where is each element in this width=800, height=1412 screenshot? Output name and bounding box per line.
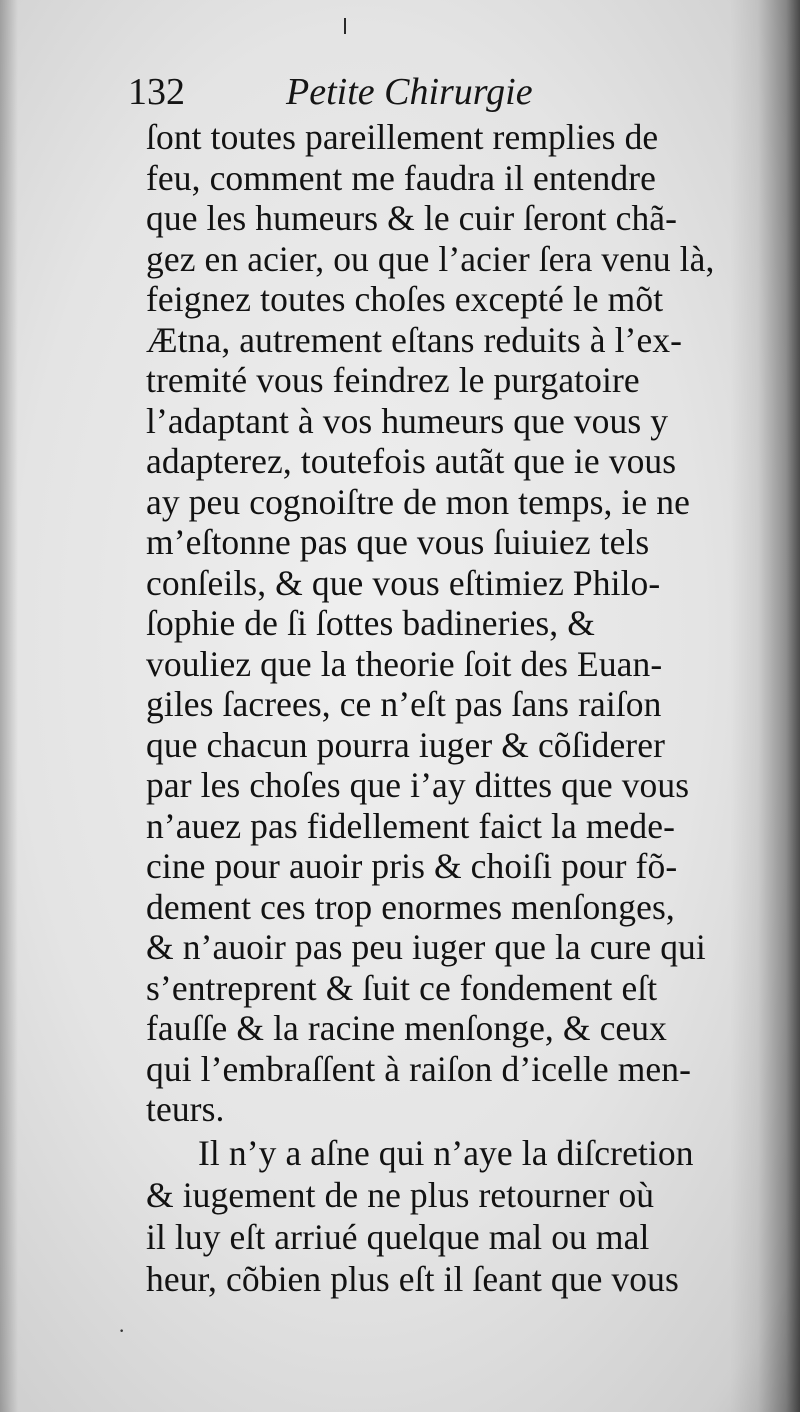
text-line: que les humeurs & le cuir ſeront chã- — [146, 198, 678, 238]
page-header — [128, 68, 728, 118]
text-line: cine pour auoir pris & choiſi pour fõ- — [146, 846, 678, 886]
text-line: ay peu cognoiſtre de mon temps, ie ne — [146, 481, 690, 522]
text-line: & iugement de ne plus retourner où — [146, 1175, 655, 1215]
margin-mark: · — [118, 1318, 126, 1343]
text-line: Ætna, autrement eſtans reduits à l’ex- — [146, 319, 683, 360]
text-line: ſont toutes pareillement remplies de — [146, 117, 659, 157]
text-line: s’entreprent & ſuit ce fondement eſt — [146, 967, 658, 1008]
text-line: ſophie de ſi ſottes badineries, & — [146, 603, 595, 643]
running-title: Petite Chirurgie — [286, 71, 533, 113]
text-line: adapterez, toutefois autãt que ie vous — [146, 441, 677, 481]
text-line: teurs. — [146, 1089, 225, 1129]
page-edge-shadow — [0, 0, 18, 1412]
text-line: m’eſtonne pas que vous ſuiuiez tels — [146, 522, 650, 562]
text-line: n’auez pas fidellement faict la mede- — [146, 805, 676, 846]
text-line: tremité vous feindrez le purgatoire — [146, 360, 640, 400]
text-line: dement ces trop enormes menſonges, — [146, 886, 675, 927]
text-line: & n’auoir pas peu iuger que la cure qui — [146, 927, 706, 967]
paragraph-first-line: Il n’y a aſne qui n’aye la diſcretion — [198, 1133, 694, 1173]
text-line: par les choſes que i’ay dittes que vous — [146, 765, 690, 805]
text-line: feu, comment me faudra il entendre — [146, 157, 657, 198]
top-margin-mark — [344, 18, 346, 34]
text-line: que chacun pourra iuger & cõſiderer — [146, 724, 665, 765]
text-line: il luy eſt arriué quelque mal ou mal — [146, 1217, 650, 1257]
text-line: l’adaptant à vos humeurs que vous y — [146, 400, 669, 441]
text-line: heur, cõbien plus eſt il ſeant que vous — [146, 1259, 679, 1299]
text-line: conſeils, & que vous eſtimiez Philo- — [146, 562, 661, 603]
text-line: qui l’embraſſent à raiſon d’icelle men- — [146, 1048, 692, 1089]
text-line: giles ſacrees, ce n’eſt pas ſans raiſon — [146, 684, 662, 724]
text-line: fauſſe & la racine menſonge, & ceux — [146, 1008, 667, 1048]
text-line: vouliez que la theorie ſoit des Euan- — [146, 643, 663, 684]
binding-shadow — [730, 0, 800, 1412]
page-number: 132 — [128, 71, 185, 113]
text-line: feignez toutes choſes excepté le mõt — [146, 279, 664, 319]
text-line: gez en acier, ou que l’acier ſera venu là, — [146, 238, 715, 279]
